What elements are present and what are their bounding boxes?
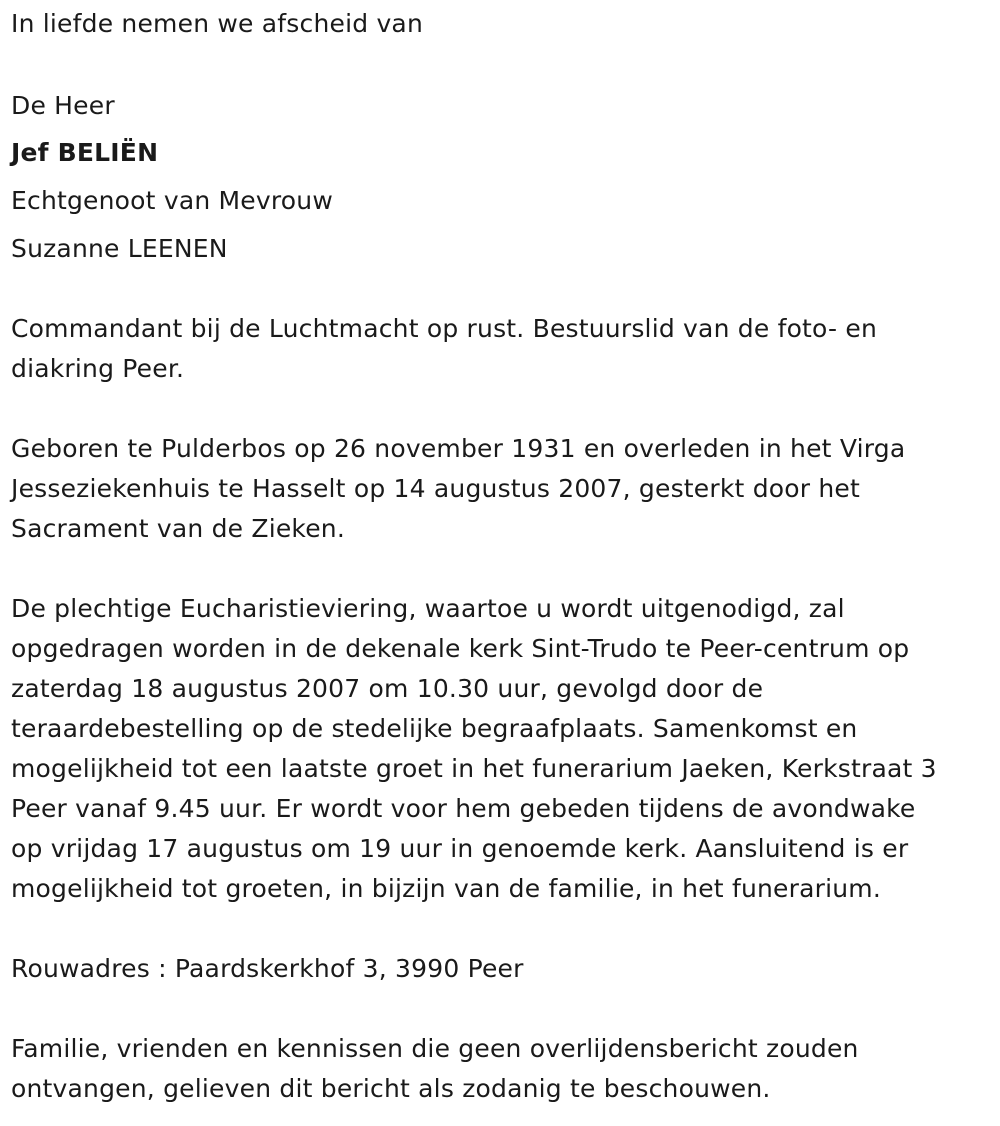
birth-death-line: Sacrament van de Zieken. xyxy=(11,514,345,543)
career-line: Commandant bij de Luchtmacht op rust. Bestuurslid van de foto- en xyxy=(11,314,878,343)
ceremony-line: mogelijkheid tot groeten, in bijzijn van de familie, in het funerarium. xyxy=(11,874,881,903)
intro-text: In liefde nemen we afscheid van xyxy=(11,9,423,38)
ceremony-line: teraardebestelling op de stedelijke begraafplaats. Samenkomst en xyxy=(11,714,858,743)
birth-death-line: Jesseziekenhuis te Hasselt op 14 augustus 2007, gesterkt door het xyxy=(11,474,861,503)
spouse-relation: Echtgenoot van Mevrouw xyxy=(11,186,333,215)
career-line: diakring Peer. xyxy=(11,354,185,383)
closing-line: Familie, vrienden en kennissen die geen overlijdensbericht zouden xyxy=(11,1034,859,1063)
ceremony-line: zaterdag 18 augustus 2007 om 10.30 uur, gevolgd door de xyxy=(11,674,764,703)
closing-line: ontvangen, gelieven dit bericht als zodanig te beschouwen. xyxy=(11,1074,771,1103)
birth-death-line: Geboren te Pulderbos op 26 november 1931 en overleden in het Virga xyxy=(11,434,906,463)
deceased-name: Jef BELIËN xyxy=(11,138,159,167)
ceremony-line: Peer vanaf 9.45 uur. Er wordt voor hem gebeden tijdens de avondwake xyxy=(11,794,916,823)
mourning-address: Rouwadres : Paardskerkhof 3, 3990 Peer xyxy=(11,954,524,983)
salutation: De Heer xyxy=(11,91,115,120)
ceremony-line: opgedragen worden in de dekenale kerk Sint-Trudo te Peer-centrum op xyxy=(11,634,910,663)
spouse-name: Suzanne LEENEN xyxy=(11,234,228,263)
ceremony-line: op vrijdag 17 augustus om 19 uur in genoemde kerk. Aansluitend is er xyxy=(11,834,909,863)
ceremony-line: mogelijkheid tot een laatste groet in het funerarium Jaeken, Kerkstraat 3 xyxy=(11,754,937,783)
ceremony-line: De plechtige Eucharistieviering, waartoe u wordt uitgenodigd, zal xyxy=(11,594,845,623)
